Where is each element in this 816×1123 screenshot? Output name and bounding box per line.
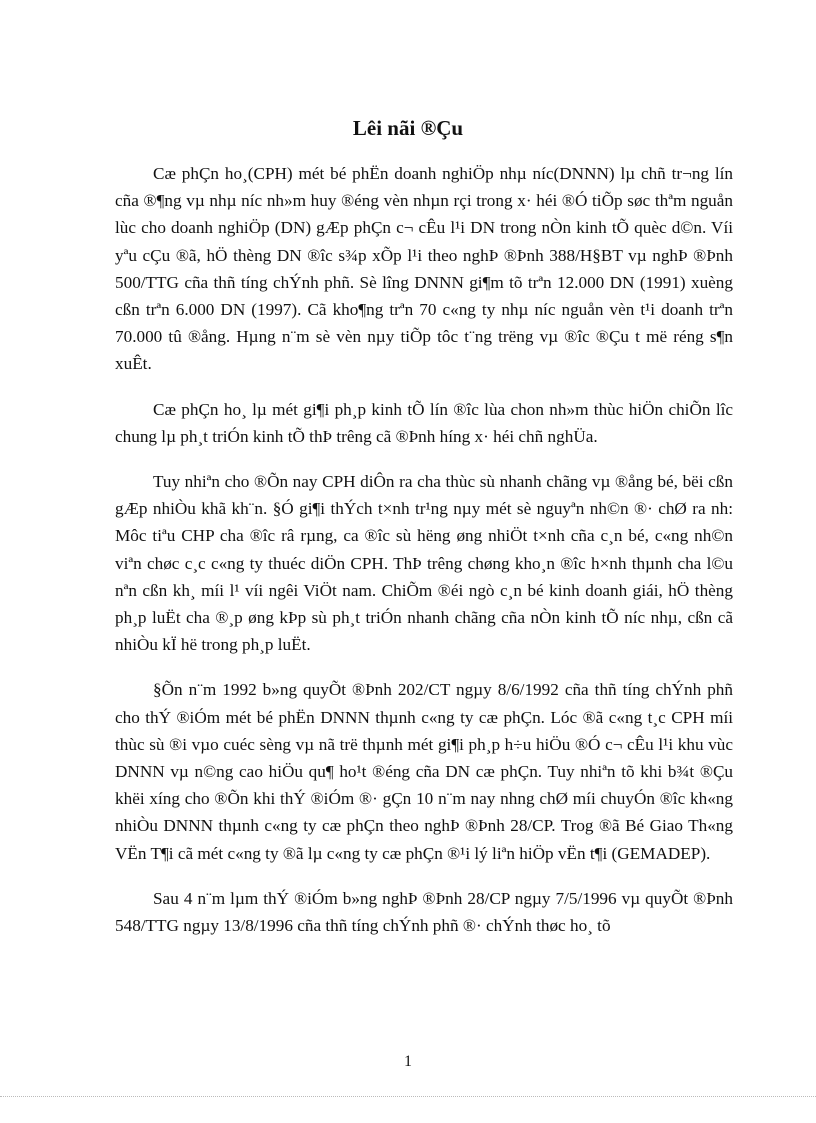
paragraph-1: Cæ phÇn ho¸(CPH) mét bé phËn doanh nghiÖp nhµ níc(DNNN) lµ chñ tr¬ng lín cña ®¶ng vµ nhµ níc nh»m huy ®éng vèn nhµn rçi trong x· héi ®Ó tiÕp søc thªm nguån lùc cho doanh nghiÖp (DN) gÆp phÇn c¬ cÊu l¹i DN trong nÒn kinh tÕ quèc d©n. Víi yªu cÇu ®ã, hÖ thèng DN ®îc s¾p xÕp l¹i theo nghÞ ®Þnh 388/H§BT vµ nghÞ ®Þnh 500/TTG cña thñ tíng chÝnh phñ. Sè lîng DNNN gi¶m tõ trªn 12.000 DN (1991) xuèng cßn trªn 6.000 DN (1997). Cã kho¶ng trªn 70 c«ng ty nhµ níc nguån vèn t¹i doanh trªn 70.000 tû ®ång. Hµng n¨m sè vèn nµy tiÕp tôc t¨ng trëng vµ ®îc ®Çu t më réng s¶n xuÊt. xyxy=(115,164,733,374)
page-number: 1 xyxy=(404,1053,412,1070)
page-title: Lêi nãi ®Çu xyxy=(352,116,464,140)
paragraph-5: Sau 4 n¨m lµm thÝ ®iÓm b»ng nghÞ ®Þnh 28/CP ngµy 7/5/1996 vµ quyÕt ®Þnh 548/TTG ngµy 13/8/1996 cña thñ tíng chÝnh phñ ®· chÝnh thøc ho¸ tõ xyxy=(115,888,733,936)
paragraph-2: Cæ phÇn ho¸ lµ mét gi¶i ph¸p kinh tÕ lín ®îc lùa chon nh»m thùc hiÖn chiÕn lîc chung lµ ph¸t triÓn kinh tÕ thÞ trêng cã ®Þnh híng x· héi chñ nghÜa. xyxy=(115,399,733,446)
paragraph-4: §Õn n¨m 1992 b»ng quyÕt ®Þnh 202/CT ngµy 8/6/1992 cña thñ tíng chÝnh phñ cho thÝ ®iÓm mét bé phËn DNNN thµnh c«ng ty cæ phÇn. Lóc ®ã c«ng t¸c CPH míi thùc sù ®i vµo cuéc sèng vµ nã trë thµnh mét gi¶i ph¸p h÷u hiÖu ®Ó c¬ cÊu l¹i khu vùc DNNN vµ n©ng cao hiÖu qu¶ ho¹t ®éng cña DN cæ phÇn. Tuy nhiªn tõ khi b¾t ®Çu khëi xíng cho ®Õn khi thÝ ®iÓm ®· gÇn 10 n¨m nay nhng chØ míi chuyÓn ®îc kh«ng nhiÒu DNNN thµnh c«ng ty cæ phÇn theo nghÞ ®Þnh 28/CP. Trog ®ã Bé Giao Th«ng VËn T¶i cã mét c«ng ty ®ã lµ c«ng ty cæ phÇn ®¹i lý liªn hiÖp vËn t¶i (GEMADEP). xyxy=(115,680,733,863)
paragraph-3: Tuy nhiªn cho ®Õn nay CPH diÔn ra cha thùc sù nhanh chãng vµ ®ång bé, bëi cßn gÆp nhiÒu khã kh¨n. §Ó gi¶i thÝch t×nh tr¹ng nµy mét sè nguyªn nh©n ®· chØ ra nh: Môc tiªu CHP cha ®îc râ rµng, ca ®îc sù hëng øng nhiÖt t×nh cña c¸n bé, c«ng nh©n viªn chøc c¸c c«ng ty thuéc diÖn CPH. ThÞ trêng chøng kho¸n ®îc h×nh thµnh cha l©u nªn cßn kh¸ míi l¹ víi ngêi ViÖt nam. ChiÕm ®éi ngò c¸n bé kinh doanh giái, hÖ thèng ph¸p luËt cha ®¸p øng kÞp sù ph¸t triÓn nhanh chãng cña nÒn kinh tÕ níc nhµ, cßn cã nhiÒu kÏ hë trong ph¸p luËt. xyxy=(115,472,733,655)
body-text xyxy=(115,160,733,957)
page-bottom-divider xyxy=(0,1096,816,1097)
